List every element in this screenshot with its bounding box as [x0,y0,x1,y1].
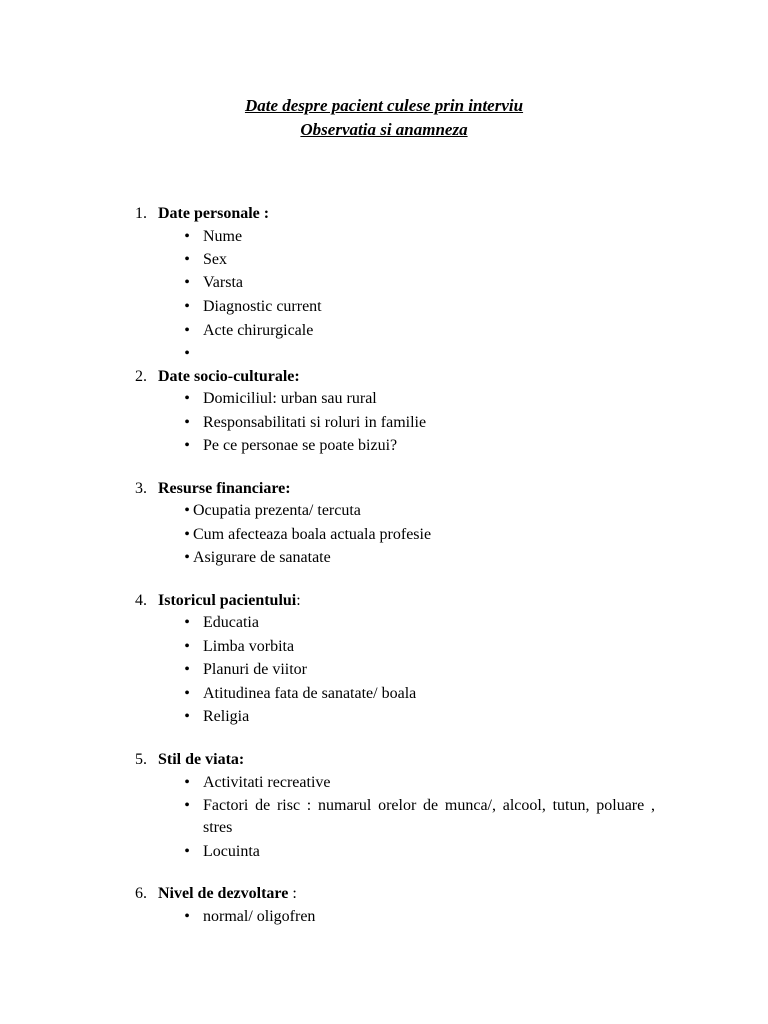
bullet-icon: • [184,228,190,245]
section-number: 1. [135,205,147,222]
bullet-icon: • [184,390,190,407]
list-item-text: Domiciliul: urban sau rural [203,390,377,407]
bullet-icon: • [184,251,190,268]
bullet-icon: • [184,685,190,702]
section-title: Date personale : [158,205,270,222]
list-item-text: Locuinta [203,843,260,860]
section-title: Istoricul pacientului [158,592,297,609]
list-item-text: Educatia [203,614,259,631]
bullet-icon: • [184,708,190,725]
section-number: 5. [135,751,147,768]
list-item-text: Nume [203,228,243,245]
section-heading-3 [135,478,291,500]
list-item-text: Ocupatia prezenta/ tercuta [193,502,361,519]
bullet-icon: • [184,298,190,315]
bullet-icon: • [184,549,190,566]
list-item-text: Diagnostic current [203,298,322,315]
list-item-text: normal/ oligofren [203,908,316,925]
bullet-icon: • [184,437,190,454]
bullet-icon: • [184,414,190,431]
bullet-icon: • [184,908,190,925]
document-title: Date despre pacient culese prin interviu [244,96,524,115]
bullet-icon: • [184,274,190,291]
list-item-text: Asigurare de sanatate [193,549,331,566]
section-heading-4 [135,590,301,612]
section-number: 6. [135,885,147,902]
bullet-icon: • [184,502,190,519]
section-title-suffix: : [288,885,297,902]
bullet-icon: • [184,797,190,814]
section-heading-1 [135,203,269,225]
section-heading-5 [135,749,244,771]
section-number: 3. [135,480,147,497]
list-item-text: Atitudinea fata de sanatate/ boala [203,685,417,702]
list-item-text: Sex [203,251,227,268]
section-title: Stil de viata: [158,751,245,768]
bullet-icon: • [184,345,190,362]
bullet-icon: • [184,661,190,678]
list-item-text: Responsabilitati si roluri in familie [203,414,427,431]
bullet-icon: • [184,322,190,339]
section-heading-6 [135,883,297,905]
bullet-icon: • [184,526,190,543]
bullet-icon: • [184,614,190,631]
list-item-text: Religia [203,708,250,725]
document-subtitle: Observatia si anamneza [300,120,468,139]
list-item-text: Acte chirurgicale [203,322,314,339]
list-item-text: Limba vorbita [203,638,295,655]
list-item-text: Varsta [203,274,243,291]
section-title: Resurse financiare: [158,480,291,497]
section-title: Date socio-culturale: [158,368,300,385]
section-title: Nivel de dezvoltare [158,885,289,902]
list-item-text: Activitati recreative [203,774,331,791]
section-number: 4. [135,592,147,609]
section-heading-2 [135,366,300,388]
bullet-icon: • [184,843,190,860]
bullet-icon: • [184,638,190,655]
list-item-text: Planuri de viitor [203,661,307,678]
section-title-suffix: : [296,592,301,609]
bullet-icon: • [184,774,190,791]
section-number: 2. [135,368,147,385]
list-item-text: Pe ce personae se poate bizui? [203,437,398,454]
list-item-text: Factori de risc : numarul orelor de munca/, alcool, tutun, poluare , stres [203,797,655,836]
list-item-text: Cum afecteaza boala actuala profesie [193,526,432,543]
